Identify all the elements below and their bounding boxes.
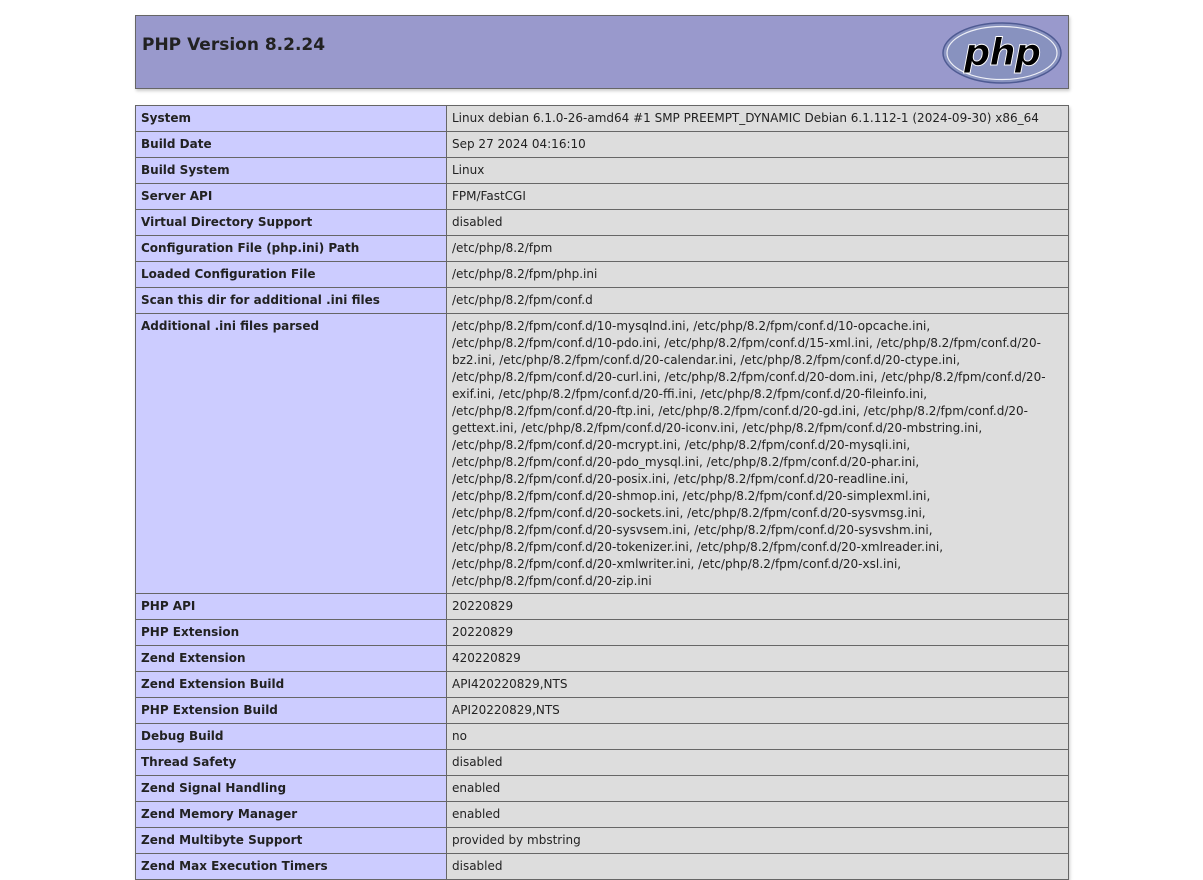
table-row — [136, 672, 1069, 698]
table-row — [136, 750, 1069, 776]
row-key: Additional .ini files parsed — [136, 314, 447, 594]
row-value: 20220829 — [447, 620, 1069, 646]
row-key: Virtual Directory Support — [136, 210, 447, 236]
php-logo-icon[interactable] — [942, 22, 1062, 84]
table-row — [136, 698, 1069, 724]
table-row — [136, 158, 1069, 184]
row-key: Zend Multibyte Support — [136, 828, 447, 854]
row-key: Debug Build — [136, 724, 447, 750]
row-key: Build Date — [136, 132, 447, 158]
row-key: Thread Safety — [136, 750, 447, 776]
row-value: /etc/php/8.2/fpm/conf.d — [447, 288, 1069, 314]
row-value: 420220829 — [447, 646, 1069, 672]
row-key: Zend Max Execution Timers — [136, 854, 447, 880]
row-value: API20220829,NTS — [447, 698, 1069, 724]
row-key: Zend Extension Build — [136, 672, 447, 698]
php-logo-text: php — [963, 31, 1041, 74]
row-value: Sep 27 2024 04:16:10 — [447, 132, 1069, 158]
row-value: enabled — [447, 776, 1069, 802]
row-key: Zend Signal Handling — [136, 776, 447, 802]
table-row — [136, 106, 1069, 132]
row-value: API420220829,NTS — [447, 672, 1069, 698]
row-value: /etc/php/8.2/fpm — [447, 236, 1069, 262]
table-row — [136, 210, 1069, 236]
row-key: Zend Extension — [136, 646, 447, 672]
table-row — [136, 620, 1069, 646]
page-header — [135, 15, 1069, 89]
page-title: PHP Version 8.2.24 — [142, 35, 326, 55]
table-row — [136, 854, 1069, 880]
row-key: System — [136, 106, 447, 132]
row-value: disabled — [447, 210, 1069, 236]
table-row — [136, 314, 1069, 594]
table-row — [136, 828, 1069, 854]
phpinfo-container — [135, 15, 1069, 873]
row-value: provided by mbstring — [447, 828, 1069, 854]
table-row — [136, 184, 1069, 210]
row-value: disabled — [447, 750, 1069, 776]
table-row — [136, 802, 1069, 828]
table-row — [136, 236, 1069, 262]
row-key: Scan this dir for additional .ini files — [136, 288, 447, 314]
row-value: Linux debian 6.1.0-26-amd64 #1 SMP PREEMPT_DYNAMIC Debian 6.1.112-1 (2024-09-30) x86_64 — [447, 106, 1069, 132]
info-table-body — [136, 106, 1069, 880]
row-value: /etc/php/8.2/fpm/php.ini — [447, 262, 1069, 288]
info-table — [135, 105, 1069, 880]
row-key: Configuration File (php.ini) Path — [136, 236, 447, 262]
row-key: PHP API — [136, 594, 447, 620]
table-row — [136, 132, 1069, 158]
row-value: disabled — [447, 854, 1069, 880]
row-key: PHP Extension Build — [136, 698, 447, 724]
row-key: Build System — [136, 158, 447, 184]
table-row — [136, 646, 1069, 672]
row-value: enabled — [447, 802, 1069, 828]
table-row — [136, 262, 1069, 288]
row-value: no — [447, 724, 1069, 750]
row-value: Linux — [447, 158, 1069, 184]
row-key: PHP Extension — [136, 620, 447, 646]
row-value: FPM/FastCGI — [447, 184, 1069, 210]
table-row — [136, 594, 1069, 620]
row-key: Zend Memory Manager — [136, 802, 447, 828]
table-row — [136, 288, 1069, 314]
table-row — [136, 776, 1069, 802]
row-key: Loaded Configuration File — [136, 262, 447, 288]
row-value: /etc/php/8.2/fpm/conf.d/10-mysqlnd.ini, /etc/php/8.2/fpm/conf.d/10-opcache.ini, /etc/php/8.2/fpm/conf.d/10-pdo.ini, /etc/php/8.2/fpm/conf.d/15-xml.ini, /etc/php/8.2/fpm/conf.d/20-bz2.ini, /etc/php/8.2/fpm/conf.d/20-calendar.ini, /etc/php/8.2/fpm/conf.d/20-ctype.ini, /etc/php/8.2/fpm/conf.d/20-curl.ini, /etc/php/8.2/fpm/conf.d/20-dom.ini, /etc/php/8.2/fpm/conf.d/20-exif.ini, /etc/php/8.2/fpm/conf.d/20-ffi.ini, /etc/php/8.2/fpm/conf.d/20-fileinfo.ini, /etc/php/8.2/fpm/conf.d/20-ftp.ini, /etc/php/8.2/fpm/conf.d/20-gd.ini, /etc/php/8.2/fpm/conf.d/20-gettext.ini, /etc/php/8.2/fpm/conf.d/20-iconv.ini, /etc/php/8.2/fpm/conf.d/20-mbstring.ini, /etc/php/8.2/fpm/conf.d/20-mcrypt.ini, /etc/php/8.2/fpm/conf.d/20-mysqli.ini, /etc/php/8.2/fpm/conf.d/20-pdo_mysql.ini, /etc/php/8.2/fpm/conf.d/20-phar.ini, /etc/php/8.2/fpm/conf.d/20-posix.ini, /etc/php/8.2/fpm/conf.d/20-readline.ini, /etc/php/8.2/fpm/conf.d/20-shmop.ini, /etc/php/8.2/fpm/conf.d/20-simplexml.ini, /etc/php/8.2/fpm/conf.d/20-sockets.ini, /etc/php/8.2/fpm/conf.d/20-sysvmsg.ini, /etc/php/8.2/fpm/conf.d/20-sysvsem.ini, /etc/php/8.2/fpm/conf.d/20-sysvshm.ini, /etc/php/8.2/fpm/conf.d/20-tokenizer.ini, /etc/php/8.2/fpm/conf.d/20-xmlreader.ini, /etc/php/8.2/fpm/conf.d/20-xmlwriter.ini, /etc/php/8.2/fpm/conf.d/20-xsl.ini, /etc/php/8.2/fpm/conf.d/20-zip.ini — [447, 314, 1069, 594]
table-row — [136, 724, 1069, 750]
row-value: 20220829 — [447, 594, 1069, 620]
row-key: Server API — [136, 184, 447, 210]
